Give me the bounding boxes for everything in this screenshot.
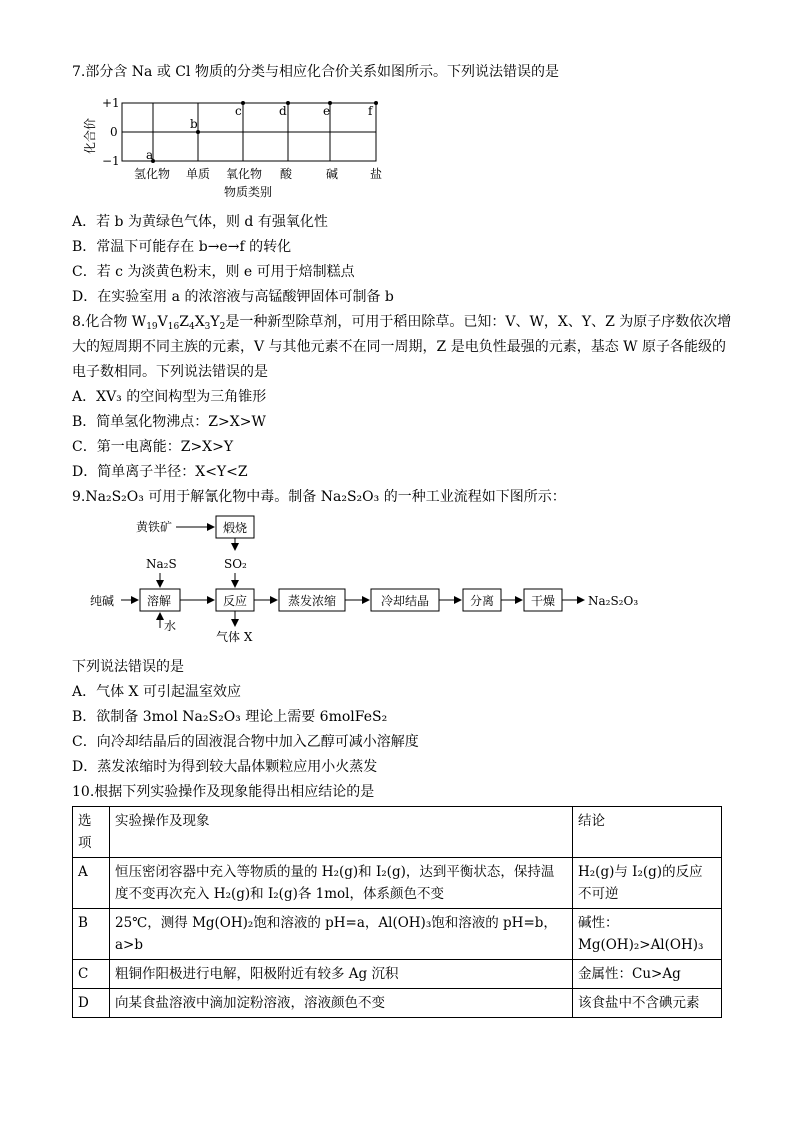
row-option: A: [73, 858, 110, 909]
row-conclusion: H₂(g)与 I₂(g)的反应不可逆: [573, 858, 722, 909]
q7-option-b: B．常温下可能存在 b→e→f 的转化: [72, 239, 292, 255]
label-cool: 冷却结晶: [381, 594, 430, 608]
header-operation: 实验操作及现象: [110, 807, 573, 858]
chart-y-title: 化合价: [83, 117, 97, 154]
point-label: b: [190, 117, 198, 131]
y-tick: 0: [110, 125, 118, 139]
q9-stem: 9.Na₂S₂O₃ 可用于解氰化物中毒。制备 Na₂S₂O₃ 的一种工业流程如下图所示：: [72, 489, 566, 505]
q8-stem-line3: 电子数相同。下列说法错误的是: [72, 364, 268, 380]
valence-class-chart: [80, 92, 400, 204]
table-header-row: [73, 807, 722, 858]
row-conclusion: 碱性：Mg(OH)₂>Al(OH)₃: [573, 909, 722, 960]
y-tick: −1: [102, 154, 120, 168]
q8-stem-line1: 8.化合物 $W_{19}V_{16}Z_4X_3Y_2$是一种新型除草剂，可用于稻田除草。已知：V、W，X、Y、Z 为原子序数依次增: [72, 314, 732, 332]
q8-option-a: A．XV₃ 的空间构型为三角锥形: [72, 389, 267, 405]
q7-option-c: C．若 c 为淡黄色粉末，则 e 可用于焙制糕点: [72, 264, 355, 280]
x-tick: 酸: [280, 167, 293, 181]
point-label: f: [368, 104, 373, 118]
process-flow-diagram: [88, 510, 648, 650]
label-gas: 气体 X: [216, 630, 253, 644]
label-dry: 干燥: [531, 594, 556, 608]
table-row: [73, 989, 722, 1018]
q8-option-b: B．简单氢化物沸点：Z>X>W: [72, 414, 266, 430]
row-operation: 向某食盐溶液中滴加淀粉溶液，溶液颜色不变: [110, 989, 573, 1018]
label-roast: 煅烧: [223, 521, 248, 535]
label-na2s: Na₂S: [146, 557, 177, 571]
table-row: [73, 909, 722, 960]
x-tick: 碱: [326, 167, 339, 181]
label-dissolve: 溶解: [147, 594, 172, 608]
point-f: [374, 101, 378, 105]
header-option: 选项: [73, 807, 110, 858]
q10-stem: 10.根据下列实验操作及现象能得出相应结论的是: [72, 784, 375, 800]
row-operation: 粗铜作阳极进行电解，阳极附近有较多 Ag 沉积: [110, 960, 573, 989]
row-option: B: [73, 909, 110, 960]
x-tick: 盐: [370, 167, 383, 181]
label-separate: 分离: [470, 594, 495, 608]
q8-option-c: C．第一电离能：Z>X>Y: [72, 439, 234, 455]
header-conclusion: 结论: [573, 807, 722, 858]
q8-stem-line2: 大的短周期不同主族的元素，V 与其他元素不在同一周期，Z 是电负性最强的元素，基态 W 原子各能级的: [72, 339, 727, 355]
point-label: c: [235, 104, 242, 118]
experiment-table: [72, 806, 722, 1018]
q9-option-b: B．欲制备 3mol Na₂S₂O₃ 理论上需要 6molFeS₂: [72, 709, 388, 725]
q9-option-a: A．气体 X 可引起温室效应: [72, 684, 241, 700]
label-soda: 纯碱: [90, 594, 115, 608]
x-tick: 氧化物: [226, 167, 263, 181]
label-product: Na₂S₂O₃: [588, 594, 639, 608]
q9-sub-stem: 下列说法错误的是: [72, 659, 184, 675]
row-conclusion: 金属性：Cu>Ag: [573, 960, 722, 989]
q7-option-d: D．在实验室用 a 的浓溶液与高锰酸钾固体可制备 b: [72, 289, 394, 305]
label-water: 水: [164, 619, 177, 633]
row-option: D: [73, 989, 110, 1018]
point-label: a: [146, 148, 154, 162]
row-conclusion: 该食盐中不含碘元素: [573, 989, 722, 1018]
q9-option-c: C．向冷却结晶后的固液混合物中加入乙醇可减小溶解度: [72, 734, 419, 750]
label-evap: 蒸发浓缩: [288, 594, 337, 608]
label-react: 反应: [223, 594, 248, 608]
y-tick: +1: [102, 96, 120, 110]
row-option: C: [73, 960, 110, 989]
q9-option-d: D．蒸发浓缩时为得到较大晶体颗粒应用小火蒸发: [72, 759, 378, 775]
table-row: [73, 960, 722, 989]
x-tick: 氢化物: [134, 167, 171, 181]
table-row: [73, 858, 722, 909]
chart-x-title: 物质类别: [224, 185, 273, 199]
point-label: e: [323, 104, 331, 118]
label-so2: SO₂: [224, 557, 247, 571]
row-operation: 25℃，测得 Mg(OH)₂饱和溶液的 pH=a，Al(OH)₃饱和溶液的 pH=b，a>b: [110, 909, 573, 960]
q7-stem: 7.部分含 Na 或 Cl 物质的分类与相应化合价关系如图所示。下列说法错误的是: [72, 64, 559, 80]
q7-option-a: A．若 b 为黄绿色气体，则 d 有强氧化性: [72, 214, 328, 230]
x-tick: 单质: [186, 167, 211, 181]
row-operation: 恒压密闭容器中充入等物质的量的 H₂(g)和 I₂(g)，达到平衡状态，保持温度不变再次充入 H₂(g)和 I₂(g)各 1mol，体系颜色不变: [110, 858, 573, 909]
point-label: d: [279, 104, 287, 118]
label-pyrite: 黄铁矿: [136, 520, 173, 534]
q8-option-d: D．简单离子半径：X<Y<Z: [72, 464, 248, 480]
